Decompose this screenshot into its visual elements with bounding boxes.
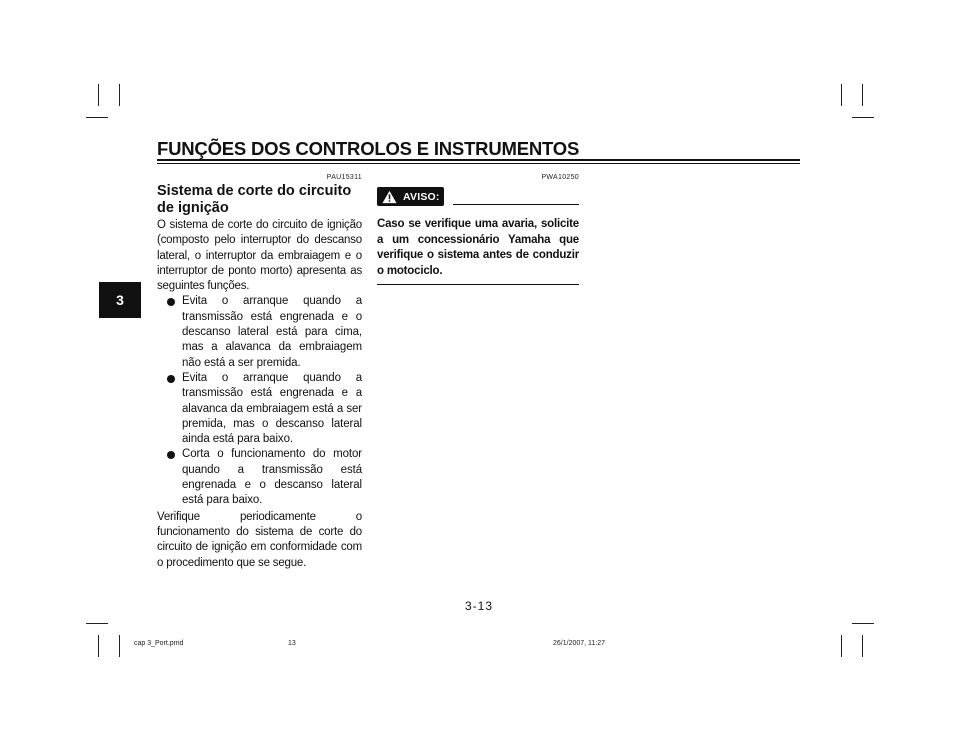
- list-item: [157, 294, 362, 370]
- list-item: [157, 447, 362, 508]
- crop-mark: [841, 84, 842, 106]
- left-column: [157, 174, 362, 571]
- crop-mark: [86, 117, 108, 118]
- crop-mark: [86, 623, 108, 624]
- section-intro: O sistema de corte do circuito de ignição (composto pelo interruptor do descanso lateral, o interruptor da embraiagem e o interruptor de ponto morto) apresenta as seguintes funções.: [157, 219, 362, 293]
- bullet-icon: [167, 451, 175, 459]
- crop-mark: [98, 84, 99, 106]
- crop-mark: [862, 84, 863, 106]
- footer-datetime: 26/1/2007, 11:27: [553, 640, 606, 647]
- header-divider: [157, 159, 800, 161]
- right-column: [377, 174, 579, 285]
- crop-mark: [852, 117, 874, 118]
- page-number: 3-13: [465, 599, 494, 613]
- footer-filename: cap 3_Port.pmd: [134, 640, 184, 647]
- header-divider-thin: [157, 163, 800, 164]
- page-header-title: FUNÇÕES DOS CONTROLOS E INSTRUMENTOS: [157, 138, 580, 159]
- section-closing: Verifique periodicamente o funcionamento do sistema de corte do circuito de ignição em conformidade com o procedimento que se segue.: [157, 510, 362, 569]
- function-list: [157, 294, 362, 508]
- bullet-icon: [167, 298, 175, 306]
- crop-mark: [841, 635, 842, 657]
- crop-mark: [98, 635, 99, 657]
- list-item: [157, 371, 362, 447]
- crop-mark: [852, 623, 874, 624]
- warning-header: [377, 187, 579, 209]
- list-item-text: Evita o arranque quando a transmissão está engrenada e a alavanca da embraiagem está a ser premida, mas o descanso lateral ainda está para baixo.: [182, 371, 362, 446]
- warning-rule: [453, 204, 579, 205]
- section-title-line-2: de ignição: [157, 200, 229, 216]
- warning-badge: [377, 187, 444, 206]
- section-title-line-1: Sistema de corte do circuito: [157, 183, 352, 199]
- crop-mark: [862, 635, 863, 657]
- section-title: [157, 183, 362, 217]
- warning-text: Caso se verifique uma avaria, solicite a um concessionário Yamaha que verifique o sistema antes de conduzir o motociclo.: [377, 218, 579, 277]
- crop-mark: [119, 635, 120, 657]
- list-item-text: Evita o arranque quando a transmissão está engrenada e o descanso lateral está para cima, mas a alavanca da embraiagem não está a ser premida.: [182, 295, 362, 369]
- warning-triangle-icon: [382, 190, 397, 204]
- bullet-icon: [167, 375, 175, 383]
- chapter-tab: 3: [99, 282, 141, 318]
- warning-code: PWA10250: [541, 174, 579, 181]
- warning-label: AVISO:: [403, 190, 440, 203]
- list-item-text: Corta o funcionamento do motor quando a transmissão está engrenada e o descanso lateral está para baixo.: [182, 448, 362, 507]
- crop-mark: [119, 84, 120, 106]
- warning-bottom-rule: [377, 284, 579, 285]
- section-code: PAU15311: [326, 174, 362, 181]
- footer-page: 13: [288, 640, 296, 647]
